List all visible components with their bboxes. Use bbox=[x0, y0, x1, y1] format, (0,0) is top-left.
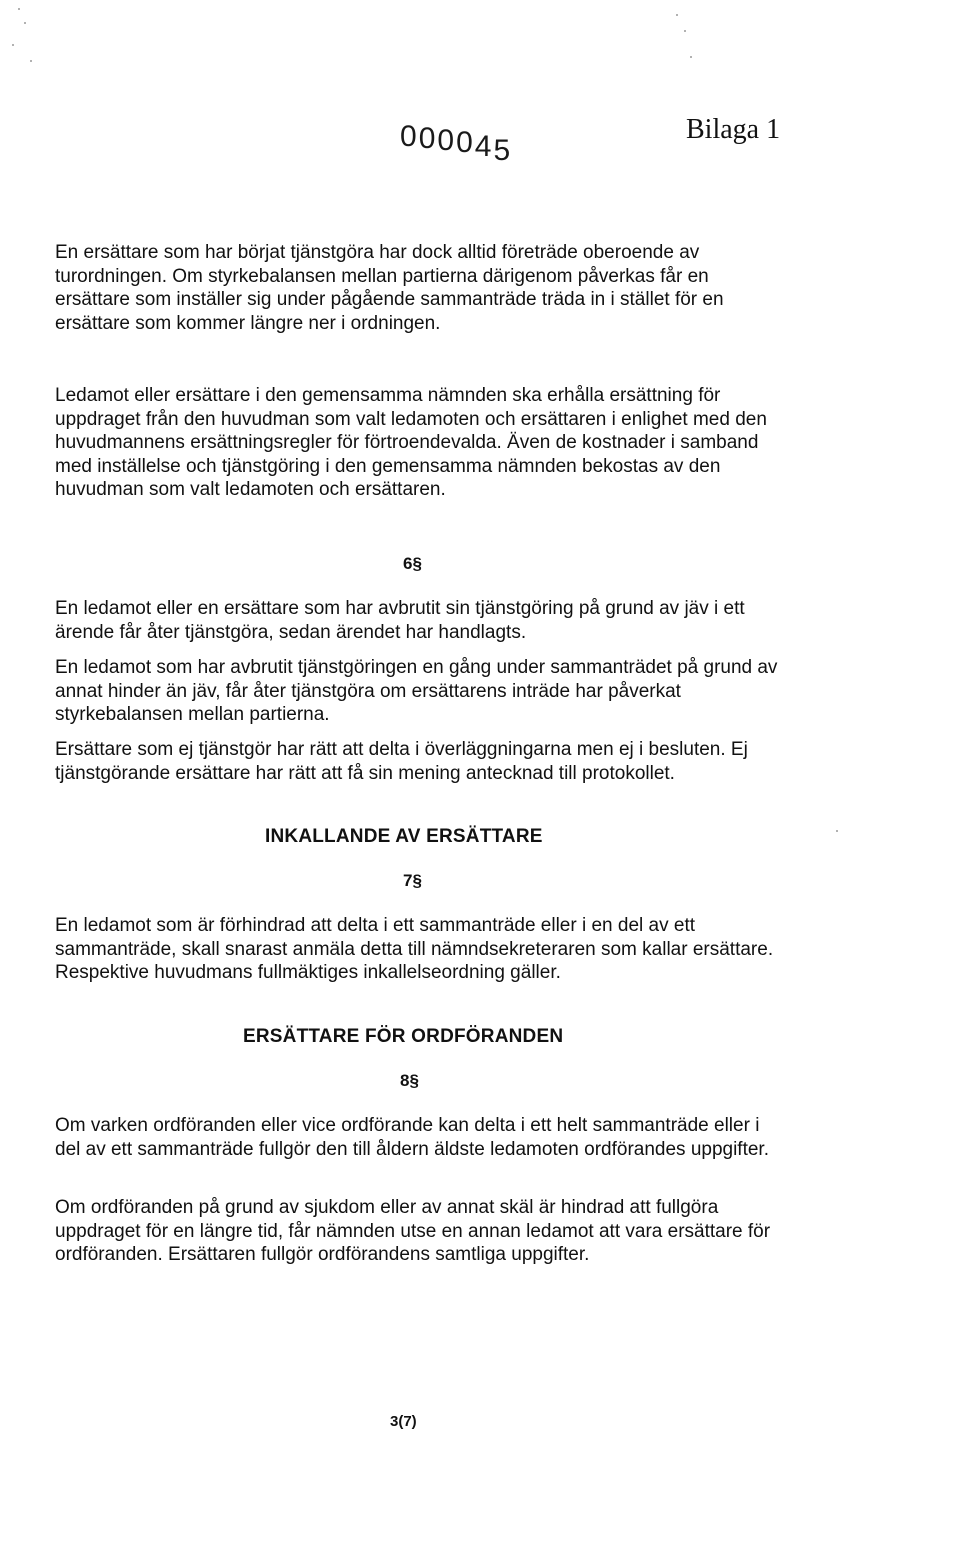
paragraph-section6-disqualification: En ledamot eller en ersättare som har avbrutit sin tjänstgöring på grund av jäv i ett ärende får åter tjänstgöra, sedan ärendet har handlagts. bbox=[55, 598, 745, 643]
section-number-8: 8§ bbox=[400, 1071, 419, 1090]
stamp-digit: 4 bbox=[474, 130, 494, 163]
paragraph-section6-non-serving: Ersättare som ej tjänstgör har rätt att delta i överläggningarna men ej i besluten. Ej tjänstgörande ersättare har rätt att få sin mening antecknad till protokollet. bbox=[55, 739, 748, 784]
section-number-7: 7§ bbox=[403, 871, 422, 890]
scan-speck bbox=[690, 56, 692, 58]
scan-speck bbox=[18, 8, 20, 10]
paragraph-section8-eldest: Om varken ordföranden eller vice ordförande kan delta i ett helt sammanträde eller i del av ett sammanträde fullgör den till åldern äldste ledamoten ordförandes uppgifter. bbox=[55, 1115, 769, 1160]
paragraph-section7-summon: En ledamot som är förhindrad att delta i ett sammanträde eller i en del av ett sammanträde, skall snarast anmäla detta till nämndsekreteraren som kallar ersättare. Respektive huvudmans fullmäktiges inkallelseordning gäller. bbox=[55, 915, 774, 983]
stamp-digit: 0 bbox=[400, 120, 419, 153]
scan-speck bbox=[684, 30, 686, 32]
heading-ersattare-ordforanden: ERSÄTTARE FÖR ORDFÖRANDEN bbox=[243, 1026, 564, 1047]
scan-speck bbox=[24, 22, 26, 24]
document-stamp-number bbox=[400, 120, 513, 167]
stamp-digit: 5 bbox=[493, 134, 513, 167]
page-number: 3(7) bbox=[390, 1413, 417, 1430]
paragraph-section8-longer-period: Om ordföranden på grund av sjukdom eller av annat skäl är hindrad att fullgöra uppdraget för en längre tid, får nämnden utse en annan ledamot att vara ersättare för ordföranden. Ersättaren fullgör ordförandens samtliga uppgifter. bbox=[55, 1197, 771, 1265]
scan-speck bbox=[836, 830, 838, 832]
scan-speck bbox=[12, 44, 14, 46]
scan-speck bbox=[30, 60, 32, 62]
paragraph-substitute-precedence: En ersättare som har börjat tjänstgöra har dock alltid företräde oberoende av turordningen. Om styrkebalansen mellan partierna därigenom påverkas får en ersättare som inställer sig under pågående sammanträde träda in i stället för en ersättare som kommer längre ner i ordningen. bbox=[55, 242, 724, 334]
paragraph-compensation: Ledamot eller ersättare i den gemensamma nämnden ska erhålla ersättning för uppdraget från den huvudman som valt ledamoten och ersättaren i enlighet med den huvudmannens ersättningsregler för förtroendevalda. Även de kostnader i samband med inställelse och tjänstgöring i den gemensamma nämnden bekostas av den huvudman som valt ledamoten och ersättaren. bbox=[55, 385, 767, 500]
stamp-digit: 0 bbox=[418, 122, 438, 155]
paragraph-section6-other-hinder: En ledamot som har avbrutit tjänstgöringen en gång under sammanträdet på grund av annat hinder än jäv, får åter tjänstgöra om ersättarens inträde har påverkat styrkebalansen mellan partierna. bbox=[55, 657, 778, 725]
stamp-digit: 0 bbox=[456, 126, 475, 159]
scan-speck bbox=[676, 14, 678, 16]
heading-inkallande: INKALLANDE AV ERSÄTTARE bbox=[265, 826, 543, 847]
attachment-label: Bilaga 1 bbox=[686, 114, 781, 145]
stamp-digit: 0 bbox=[437, 124, 457, 157]
section-number-6: 6§ bbox=[403, 554, 422, 573]
